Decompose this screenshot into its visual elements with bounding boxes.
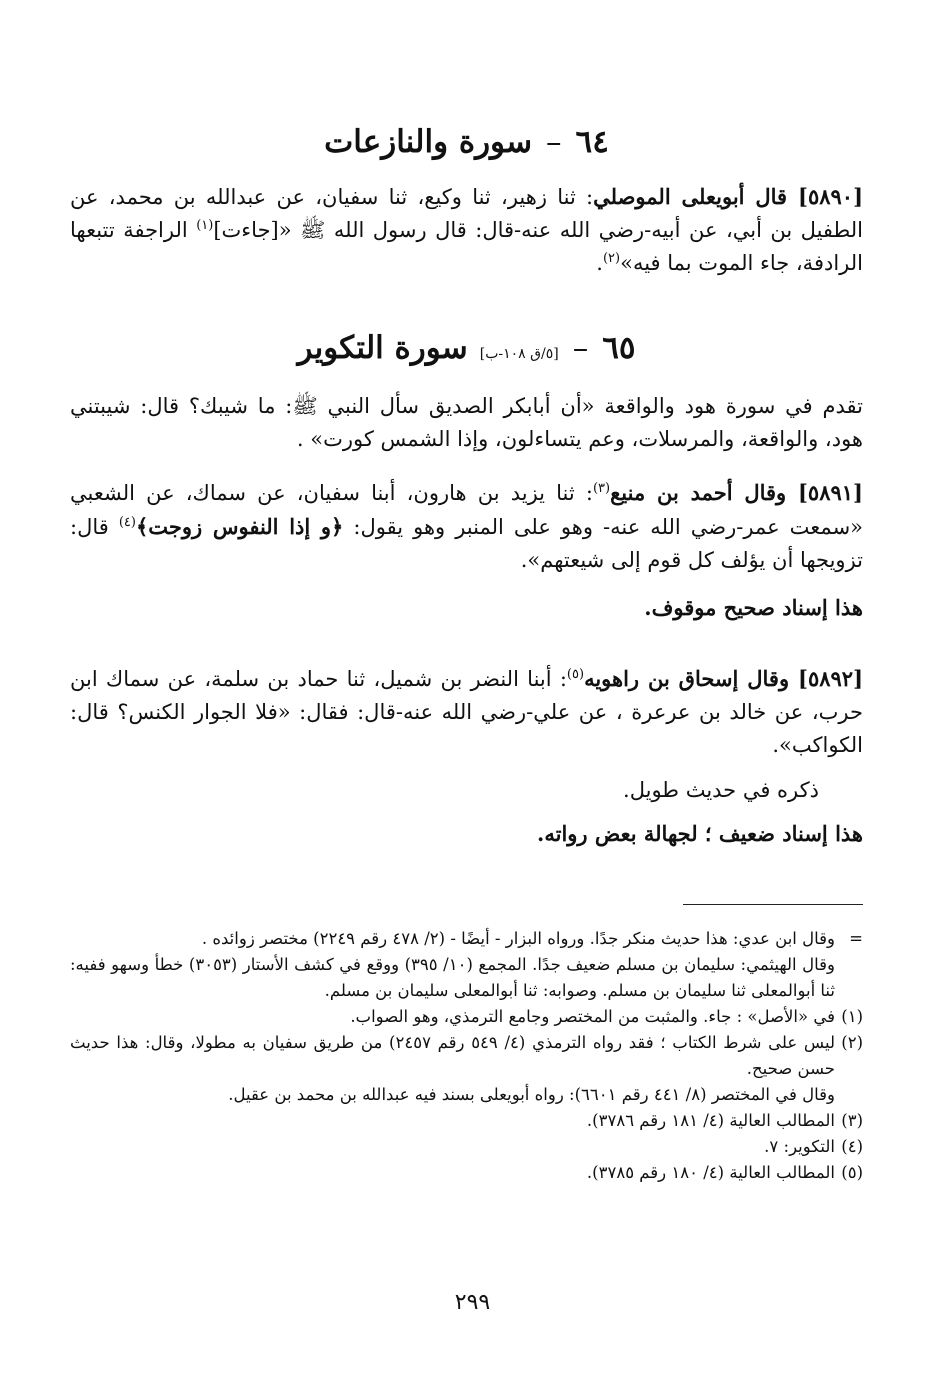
footnote-continuation <box>70 952 863 1004</box>
hadith-text: قال: تزويجها أن يؤلف كل قوم إلى شيعتهم». <box>70 515 863 572</box>
manuscript-folio: [٥/ق ١٠٨-ب] <box>479 346 559 362</box>
footnote-3 <box>70 1108 863 1134</box>
title-dash: – <box>572 330 589 366</box>
surah-65-intro <box>70 390 863 456</box>
hadith-text: : ثنا زهير، ثنا وكيع، ثنا سفيان، عن عبدالله بن محمد، عن الطفيل بن أبي، عن أبيه-رضي الله عنه-قال: قال رسول الله ﷺ «[جاءت] <box>70 185 863 242</box>
surah-65-title <box>70 328 863 374</box>
hadith-paragraph <box>70 180 863 280</box>
footnote-2 <box>70 1030 863 1082</box>
footnote-marker: (٣) <box>592 481 611 496</box>
footnote-marker: (١) <box>196 218 214 233</box>
footnote-label: (١) <box>841 1007 863 1026</box>
footnote-text: المطالب العالية (٤/ ١٨٠ رقم ٣٧٨٥). <box>586 1163 835 1182</box>
continuation-marker: = <box>849 929 863 948</box>
hadith-5892 <box>70 662 863 850</box>
footnote-text: ليس على شرط الكتاب ؛ فقد رواه الترمذي (٤/ ٥٤٩ رقم ٢٤٥٧) من طريق سفيان به مطولا، وقال: هذا حديث حسن صحيح. <box>70 1033 835 1078</box>
footnote-text: وقال الهيثمي: سليمان بن مسلم ضعيف جدًا. المجمع (١٠/ ٣٩٥) ووقع في كشف الأستار (٣٠٥٣) خطأ وسهو ففيه: ثنا أبوالمعلى ثنا سليمان بن مسلم. وصوابه: ثنا أبوالمعلى سليمان بن مسلم. <box>70 955 835 1000</box>
footnote-label: (٥) <box>841 1163 863 1182</box>
hadith-5890 <box>70 180 863 280</box>
hadith-text: الراجفة تتبعها الرادفة، جاء الموت بما فيه» <box>70 218 863 275</box>
footnote-text: التكوير: ٧. <box>764 1137 835 1156</box>
footnote-marker: (٥) <box>566 667 585 682</box>
surah-name: سورة التكوير <box>297 330 468 366</box>
footnote-marker: (٢) <box>602 251 621 266</box>
footnote-continuation <box>70 926 863 952</box>
hadith-text: : أبنا النضر بن شميل، ثنا حماد بن سلمة، عن سماك ابن حرب، عن خالد بن عرعرة ، عن علي-رضي الله عنه-قال: فقال: «فلا الجوار الكنس؟ قال: الكواكب». <box>70 667 863 757</box>
footnote-4 <box>70 1134 863 1160</box>
hadith-reference: [٥٨٩٠] قال أبويعلى الموصلي <box>593 184 863 209</box>
surah-65-heading <box>70 328 863 374</box>
hadith-text: . <box>596 251 603 275</box>
footnote-label: (٢) <box>841 1033 863 1052</box>
surah-number: ٦٤ <box>575 124 609 160</box>
surah-name: سورة والنازعات <box>324 124 533 160</box>
title-dash: – <box>546 124 562 160</box>
hadith-5891 <box>70 476 863 624</box>
hadith-paragraph <box>70 662 863 762</box>
hadith-grading: هذا إسناد صحيح موقوف. <box>644 595 863 620</box>
footnote-text: وقال ابن عدي: هذا حديث منكر جدًا. ورواه البزار - أيضًا - (٢/ ٤٧٨ رقم ٢٢٤٩) مختصر زوائده . <box>201 929 835 948</box>
hadith-reference: [٥٨٩١] وقال أحمد بن منيع <box>610 480 863 505</box>
footnote-label: (٣) <box>841 1111 863 1130</box>
surah-64-heading <box>70 122 863 162</box>
surah-number: ٦٥ <box>602 330 636 366</box>
page-number: ٢٩٩ <box>454 1290 491 1315</box>
footnote-text: في «الأصل» : جاء. والمثبت من المختصر وجامع الترمذي، وهو الصواب. <box>350 1007 835 1026</box>
footnote-text: وقال في المختصر (٨/ ٤٤١ رقم ٦٦٠١): رواه أبويعلى بسند فيه عبدالله بن محمد بن عقيل. <box>228 1085 835 1104</box>
hadith-reference: [٥٨٩٢] وقال إسحاق بن راهويه <box>584 666 863 691</box>
hadith-note: ذكره في حديث طويل. <box>623 778 819 802</box>
intro-paragraph: تقدم في سورة هود والواقعة «أن أبابكر الصديق سأل النبي ﷺ: ما شيبك؟ قال: شيبتني هود، والواقعة، والمرسلات، وعم يتساءلون، وإذا الشمس كورت» . <box>70 394 863 451</box>
footnote-label: (٤) <box>841 1137 863 1156</box>
hadith-paragraph <box>70 476 863 577</box>
footnote-marker: (٤) <box>118 515 136 530</box>
surah-64-title <box>70 122 863 162</box>
footnote-separator <box>683 904 863 905</box>
hadith-text: : ثنا يزيد بن هارون، أبنا سفيان، عن سماك، عن الشعبي «سمعت عمر-رضي الله عنه- وهو على المنبر وهو يقول: <box>70 481 864 539</box>
quran-verse: ﴿و إذا النفوس زوجت﴾ <box>135 514 344 539</box>
hadith-grading: هذا إسناد ضعيف ؛ لجهالة بعض رواته. <box>537 821 863 846</box>
footnotes <box>70 926 863 1186</box>
footnote-text: المطالب العالية (٤/ ١٨١ رقم ٣٧٨٦). <box>586 1111 835 1130</box>
footnote-5 <box>70 1160 863 1186</box>
footnote-1 <box>70 1004 863 1030</box>
footnote-2-continued <box>70 1082 863 1108</box>
